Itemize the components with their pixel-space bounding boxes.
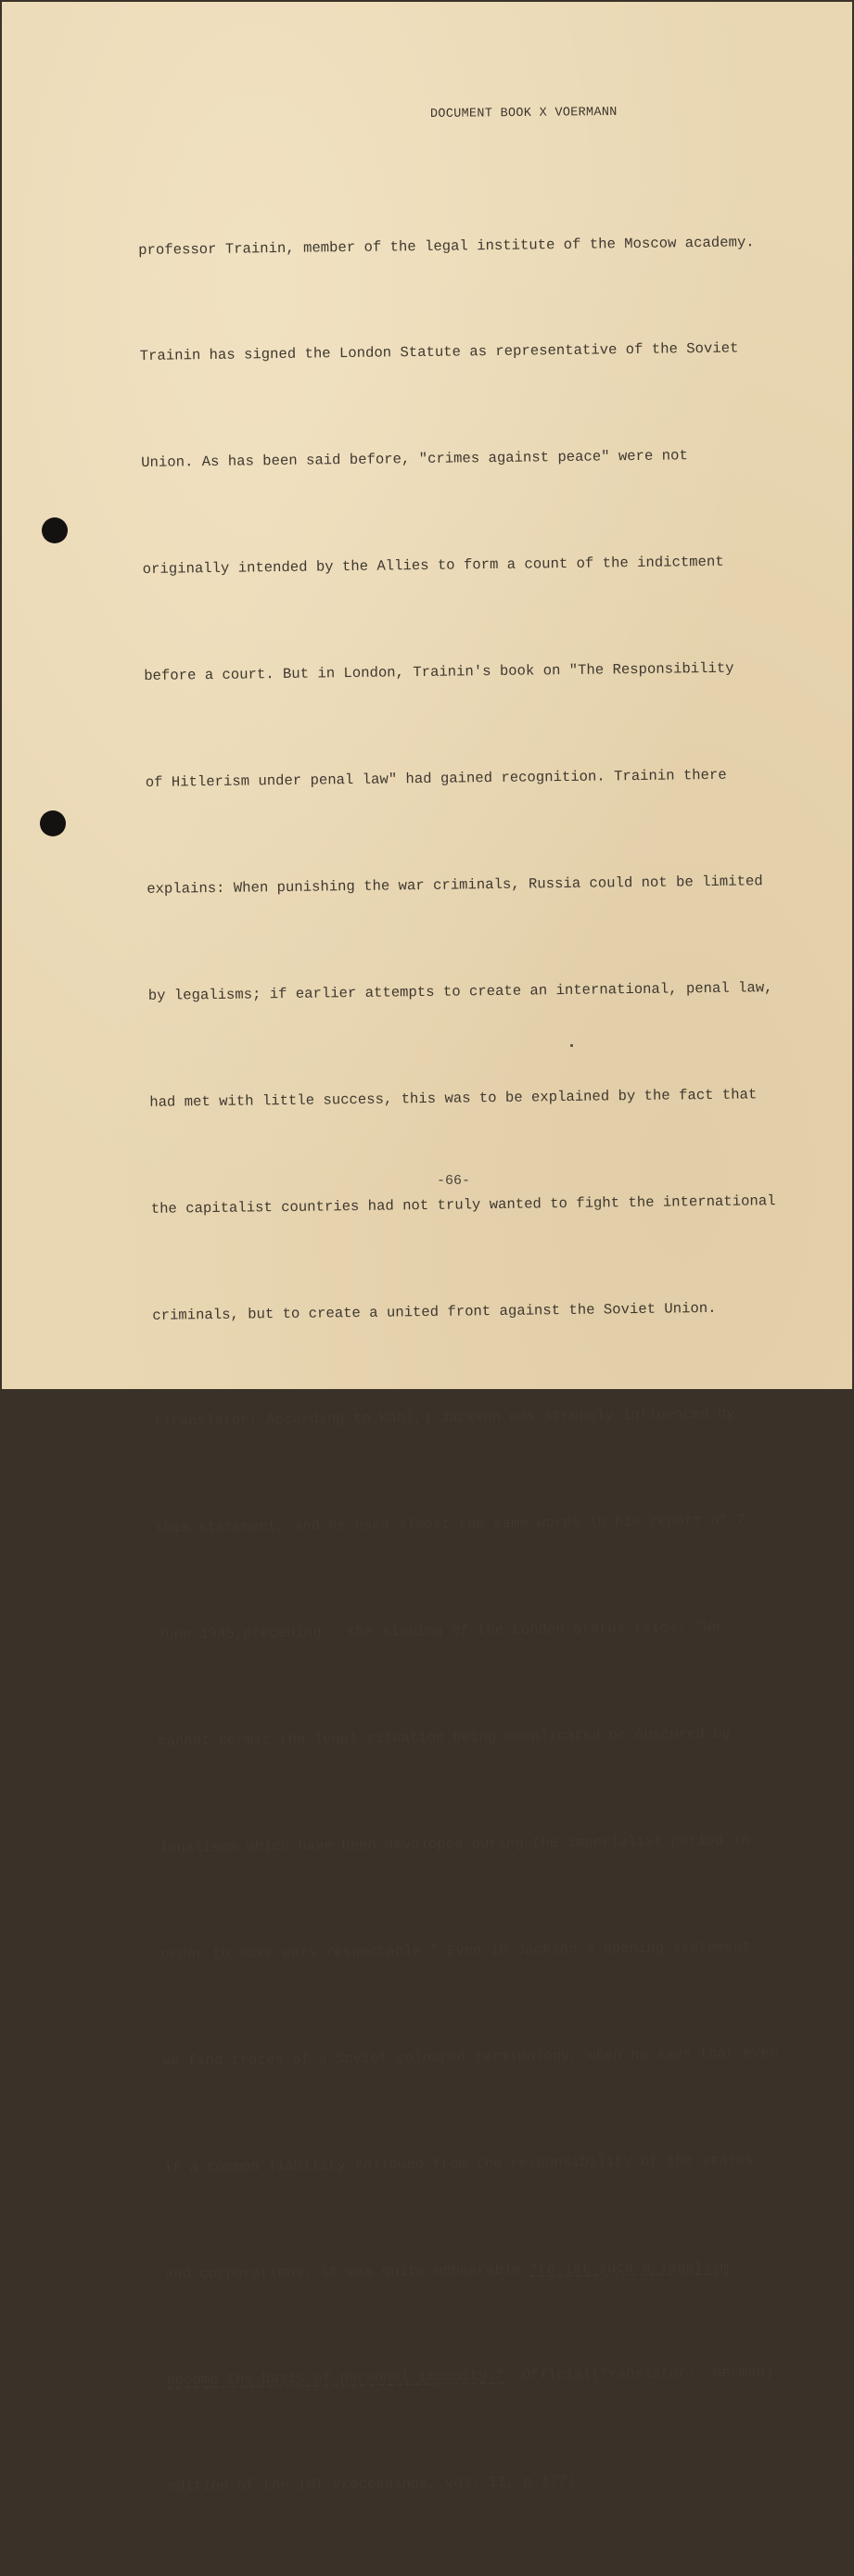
text-line: originally intended by the Allies to form a count of the indictment: [142, 554, 724, 579]
underlined-quote: "to let such a legalism: [529, 2258, 730, 2278]
text-line: by legalisms; if earlier attempts to create an international, penal law,: [147, 978, 773, 1004]
paper-speck: [570, 1044, 573, 1047]
text-line: professor Trainin, member of the legal institute of the Moscow academy.: [138, 233, 755, 259]
text-line: we find traces of a Soviet coloured terminology, when he says that even: [161, 2044, 779, 2070]
text-line: criminals, but to create a united front against the Soviet Union.: [152, 1299, 717, 1324]
text-line: explains: When punishing the war criminals, Russia could not be limited: [147, 873, 763, 898]
document-header: DOCUMENT BOOK X VOERMANN: [429, 105, 618, 121]
text-line: Union. As has been said before, "crimes against peace" were not: [141, 447, 688, 472]
text-line: (Translator: According to Wahl,) Jackson was strongly influenced by: [153, 1406, 735, 1431]
document-body: [137, 153, 836, 2576]
text-line: June 1945,preceding the signing of the London Status (sic): "We: [156, 1619, 721, 1644]
text-line: had met with little success, this was to be explained by the fact that: [149, 1086, 758, 1111]
text-line: before a court. But in London, Trainin's book on "The Responsibility: [144, 659, 734, 685]
document-page: [2, 2, 852, 2496]
text-line: Trainin has signed the London Statute as representative of the Soviet: [139, 340, 739, 365]
text-segment: and corporations, it was quite unbearable: [164, 2261, 529, 2283]
text-line: of Hitlerism under penal law" had gained recognition. Trainin there: [145, 766, 727, 791]
punch-hole-upper: [42, 517, 68, 543]
text-line-with-quote: [165, 2248, 833, 2292]
underlined-quote: become the basis of personal immunity.": [166, 2367, 505, 2390]
text-line: edition of the IMT Proceedings, vol. II, p.177).: [167, 2473, 585, 2496]
text-line: legalisms which have been developed during the imperialist period in: [159, 1831, 750, 1856]
text-line: order to make wars respectable." Even in Jackson's opening statement: [160, 1938, 751, 1963]
text-line: if a common liability followed from the responsibility of the states: [163, 2151, 754, 2176]
punch-hole-lower: [40, 810, 66, 836]
text-line: this statement, and he used almost the same words in his report of 7: [155, 1511, 746, 1537]
text-line-with-quote: [166, 2354, 834, 2399]
text-line: the capitalist countries had not truly wanted to fight the international: [150, 1192, 776, 1218]
text-segment: Official(Translator: German): [504, 2364, 774, 2385]
text-line: cannot permit the legal situation being complicated or obscured by: [158, 1725, 731, 1750]
page-number: -66-: [437, 1173, 471, 1189]
